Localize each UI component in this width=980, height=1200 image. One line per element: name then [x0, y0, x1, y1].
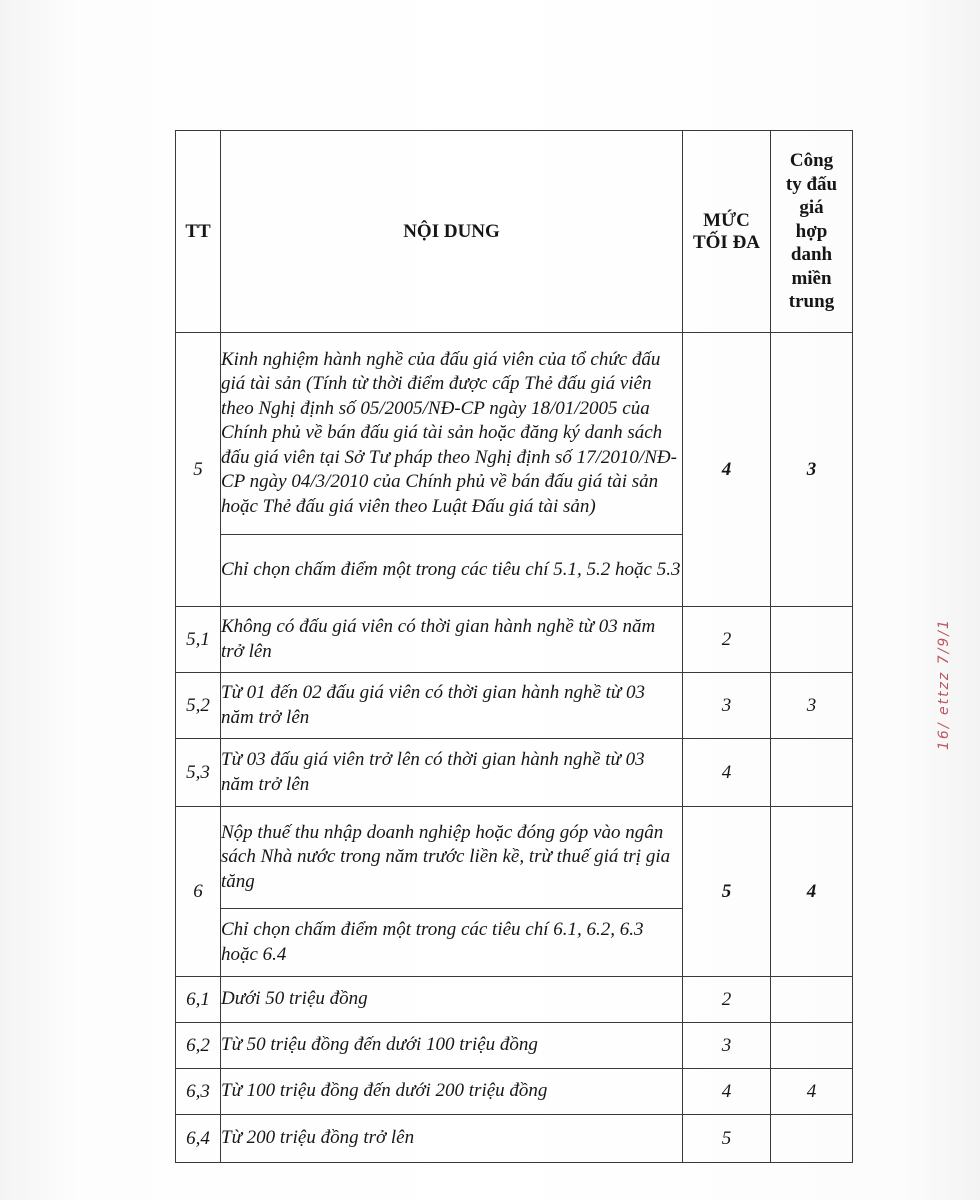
table-row	[176, 807, 853, 909]
header-cong-ty-line: ty đấu	[785, 173, 838, 195]
row-tt: 6,4	[176, 1115, 221, 1163]
row-content: Từ 100 triệu đồng đến dưới 200 triệu đồng	[221, 1069, 683, 1115]
row-company-score	[771, 1023, 853, 1069]
header-cong-ty-line: Công	[789, 150, 834, 172]
row-tt: 6	[176, 807, 221, 977]
header-cong-ty-line: trung	[788, 291, 835, 313]
row-tt: 6,2	[176, 1023, 221, 1069]
table-row	[176, 1115, 853, 1163]
row-tt: 5,2	[176, 673, 221, 739]
table-row	[176, 333, 853, 535]
table-row	[176, 673, 853, 739]
row-company-score: 3	[771, 673, 853, 739]
row-max-score: 5	[683, 1115, 771, 1163]
row-company-score: 3	[771, 333, 853, 607]
header-row	[176, 131, 853, 333]
row-content: Kinh nghiệm hành nghề của đấu giá viên của tổ chức đấu giá tài sản (Tính từ thời điểm được cấp Thẻ đấu giá viên theo Nghị định số 05/2005/NĐ-CP ngày 18/01/2005 của Chính phủ về bán đấu giá tài sản hoặc đăng ký danh sách đấu giá viên tại Sở Tư pháp theo Nghị định số 17/2010/NĐ-CP ngày 04/3/2010 của Chính phủ về bán đấu giá tài sản hoặc Thẻ đấu giá viên theo Luật Đấu giá tài sản)	[221, 333, 683, 535]
table-row	[176, 1069, 853, 1115]
header-cong-ty	[771, 131, 853, 333]
row-content: Dưới 50 triệu đồng	[221, 977, 683, 1023]
row-content: Từ 200 triệu đồng trở lên	[221, 1115, 683, 1163]
table-row	[176, 977, 853, 1023]
row-content: Nộp thuế thu nhập doanh nghiệp hoặc đóng góp vào ngân sách Nhà nước trong năm trước liền kề, trừ thuế giá trị gia tăng	[221, 807, 683, 909]
row-content: Từ 01 đến 02 đấu giá viên có thời gian hành nghề từ 03 năm trở lên	[221, 673, 683, 739]
row-max-score: 4	[683, 333, 771, 607]
table-row	[176, 739, 853, 807]
row-content: Từ 03 đấu giá viên trở lên có thời gian hành nghề từ 03 năm trở lên	[221, 739, 683, 807]
header-cong-ty-line: danh	[790, 244, 833, 266]
row-company-score: 4	[771, 807, 853, 977]
header-muc-line2: TỐI ĐA	[692, 231, 761, 253]
row-company-score	[771, 977, 853, 1023]
table-row	[176, 1023, 853, 1069]
header-tt: TT	[176, 131, 221, 333]
row-note: Chỉ chọn chấm điểm một trong các tiêu chí 6.1, 6.2, 6.3 hoặc 6.4	[221, 909, 683, 977]
handwritten-margin-note: 16/ ettzz 7/9/1	[936, 618, 952, 750]
row-tt: 5	[176, 333, 221, 607]
scoring-table	[175, 130, 853, 1163]
row-tt: 5,3	[176, 739, 221, 807]
header-cong-ty-line: hợp	[795, 220, 828, 242]
row-max-score: 4	[683, 739, 771, 807]
row-max-score: 3	[683, 1023, 771, 1069]
header-cong-ty-line: miền	[791, 267, 832, 289]
row-content: Từ 50 triệu đồng đến dưới 100 triệu đồng	[221, 1023, 683, 1069]
header-muc-toi-da	[683, 131, 771, 333]
row-max-score: 2	[683, 977, 771, 1023]
row-max-score: 2	[683, 607, 771, 673]
header-noi-dung: NỘI DUNG	[221, 131, 683, 333]
header-muc-line1: MỨC	[703, 209, 750, 231]
row-tt: 6,1	[176, 977, 221, 1023]
row-company-score	[771, 1115, 853, 1163]
row-note: Chỉ chọn chấm điểm một trong các tiêu chí 5.1, 5.2 hoặc 5.3	[221, 535, 683, 607]
row-content: Không có đấu giá viên có thời gian hành nghề từ 03 năm trở lên	[221, 607, 683, 673]
table-row	[176, 607, 853, 673]
row-max-score: 5	[683, 807, 771, 977]
header-cong-ty-line: giá	[799, 197, 824, 219]
row-max-score: 3	[683, 673, 771, 739]
row-company-score: 4	[771, 1069, 853, 1115]
row-tt: 6,3	[176, 1069, 221, 1115]
row-company-score	[771, 739, 853, 807]
row-tt: 5,1	[176, 607, 221, 673]
row-company-score	[771, 607, 853, 673]
row-max-score: 4	[683, 1069, 771, 1115]
